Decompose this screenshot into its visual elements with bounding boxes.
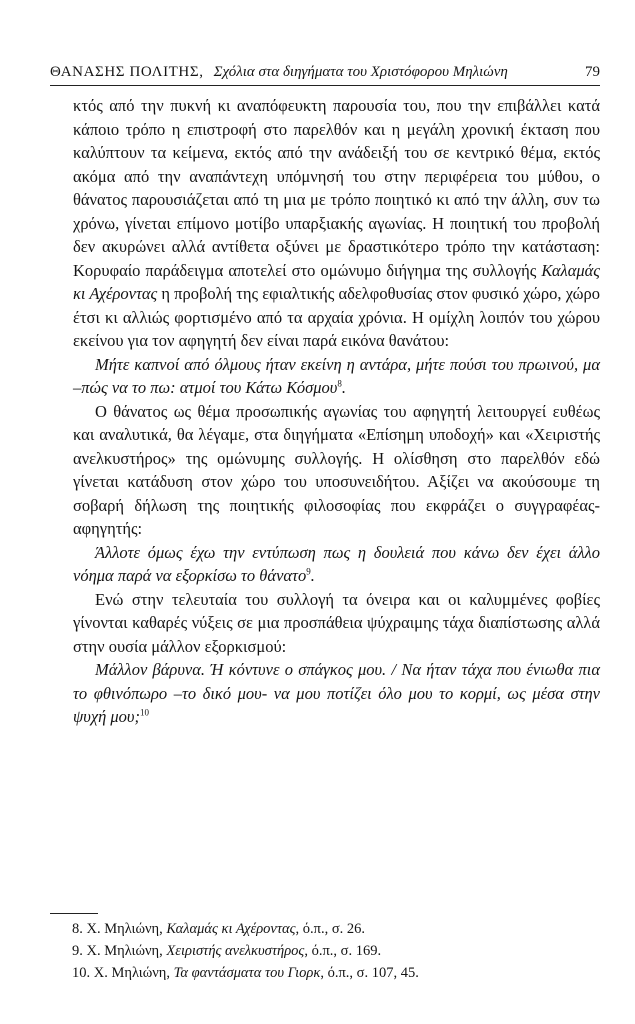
footnote-8 [72, 918, 600, 940]
footnote-10-prefix: 10. Χ. Μηλιώνη, [72, 965, 174, 981]
header-author: ΘΑΝΑΣΗΣ ΠΟΛΙΤΗΣ, [50, 64, 204, 80]
footnote-9-rest: , ό.π., σ. 169. [304, 943, 382, 959]
quote-2: Άλλοτε όμως έχω την εντύπωση πως η δουλειά που κάνω δεν έχει άλλο νόημα παρά να εξορκίσω το θάνατο$^9$. [73, 542, 600, 585]
footnote-10-title: Τα φαντάσματα του Γιορκ [173, 965, 321, 981]
paragraph-1-end: η προβολή της εφιαλτικής αδελφοθυσίας στον φυσικό χώρο, χώρο έτσι κι αλλιώς φορτισμένο από τα αρχαία χρόνια. Η ομίχλη λοιπόν του χώρου εκείνου για τον αφηγητή δεν είναι παρά εικόνα θανάτου: [73, 284, 600, 350]
header-rule [50, 85, 600, 86]
running-head [50, 62, 600, 82]
paragraph-2-text: Ο θάνατος ως θέμα προσωπικής αγωνίας του αφηγητή λειτουργεί ευθέως και αναλυτικά, θα λέγαμε, στα διηγήματα «Επίσημη υποδοχή» και «Χειριστής ανελκυστήρος» της ομώνυμης συλλογής. Η ολίσθηση στο παρελθόν εδώ γίνεται κατάδυση στον χώρο του υποσυνειδήτου. Αξίζει να ακούσουμε τη σοβαρή δήλωση της ποιητικής φιλοσοφίας που εκφράζει ο συγγραφέας-αφηγητής: [73, 401, 600, 538]
quote-1: Μήτε καπνοί από όλμους ήταν εκείνη η αντάρα, μήτε πούσι του πρωινού, μα –πώς να το πω: ατμοί του Κάτω Κόσμου$^8$. [73, 354, 600, 397]
paragraph-3-text: Ενώ στην τελευταία του συλλογή τα όνειρα και οι καλυμμένες φοβίες γίνονται καθαρές νύξεις σε μια προσπάθεια ψύχραιμης τάχα διαπίστωσης αλλά στην ουσία μάλλον εξορκισμού: [73, 589, 600, 656]
footnote-8-prefix: 8. Χ. Μηλιώνη, [72, 921, 167, 937]
paragraph-1-italic-title: Καλαμάς κι Αχέροντας [73, 260, 600, 303]
quote-1-text: Μήτε καπνοί από όλμους ήταν εκείνη η αντάρα, μήτε πούσι του πρωινού, μα –πώς να το πω: ατμοί του Κάτω Κόσμου [73, 354, 600, 397]
footnote-9 [72, 940, 600, 962]
header-title: Σχόλια στα διηγήματα του Χριστόφορου Μηλιώνη [213, 64, 508, 80]
footnotes [72, 918, 600, 984]
footnote-10-rest: , ό.π., σ. 107, 45. [320, 965, 419, 981]
paragraph-1-text: κτός από την πυκνή κι αναπόφευκτη παρουσία του, που την επιβάλλει κατά κάποιο τρόπο η επιστροφή στο παρελθόν και η μεγάλη χρονική έκταση που καλύπτουν τα κείμενα, εκτός από την ανάδειξή του σε κεντρικό θέμα, εκτός ακόμα από την αναπάντεχη υπόμνησή του στην περιφέρεια του μύθου, ο θάνατος παρουσιάζεται από τη μια με τρόπο ποιητικό κι από την άλλη, συν τω χρόνω, γίνεται επίμονο μοτίβο υπαρξιακής αγωνίας. Η ποιητική του προβολή δεν ακυρώνει αλλά αντίθετα οξύνει με δραστικότερο τρόπο την κατάσταση: Κορυφαίο παράδειγμα αποτελεί στο ομώνυμο διήγημα της συλλογής [73, 96, 600, 280]
footnote-rule [50, 913, 98, 914]
quote-3-text: Μάλλον βάρυνα. Ή κόντυνε ο σπάγκος μου. / Να ήταν τάχα που ένιωθα πια το φθινόπωρο –το δικό μου- να μου ποτίζει όλο μου το κορμί, ως μέσα στην ψυχή μου; [73, 660, 600, 726]
page-number: 79 [585, 64, 600, 80]
quote-2-text: Άλλοτε όμως έχω την εντύπωση πως η δουλειά που κάνω δεν έχει άλλο νόημα παρά να εξορκίσω το θάνατο [73, 542, 600, 585]
quote-3 [73, 658, 600, 729]
footnote-9-prefix: 9. Χ. Μηλιώνη, [72, 943, 167, 959]
footnote-ref-9: 9 [306, 566, 311, 577]
body-text [73, 94, 600, 729]
footnote-8-title: Καλαμάς κι Αχέροντας [166, 921, 296, 937]
footnote-9-title: Χειριστής ανελκυστήρος [166, 943, 305, 959]
paragraph-3 [73, 588, 600, 659]
footnote-ref-8: 8 [337, 378, 342, 389]
footnote-ref-10: 10 [140, 707, 149, 718]
footnote-10 [72, 962, 600, 984]
paragraph-1 [73, 94, 600, 353]
footnote-8-rest: , ό.π., σ. 26. [295, 921, 366, 937]
paragraph-2 [73, 400, 600, 541]
